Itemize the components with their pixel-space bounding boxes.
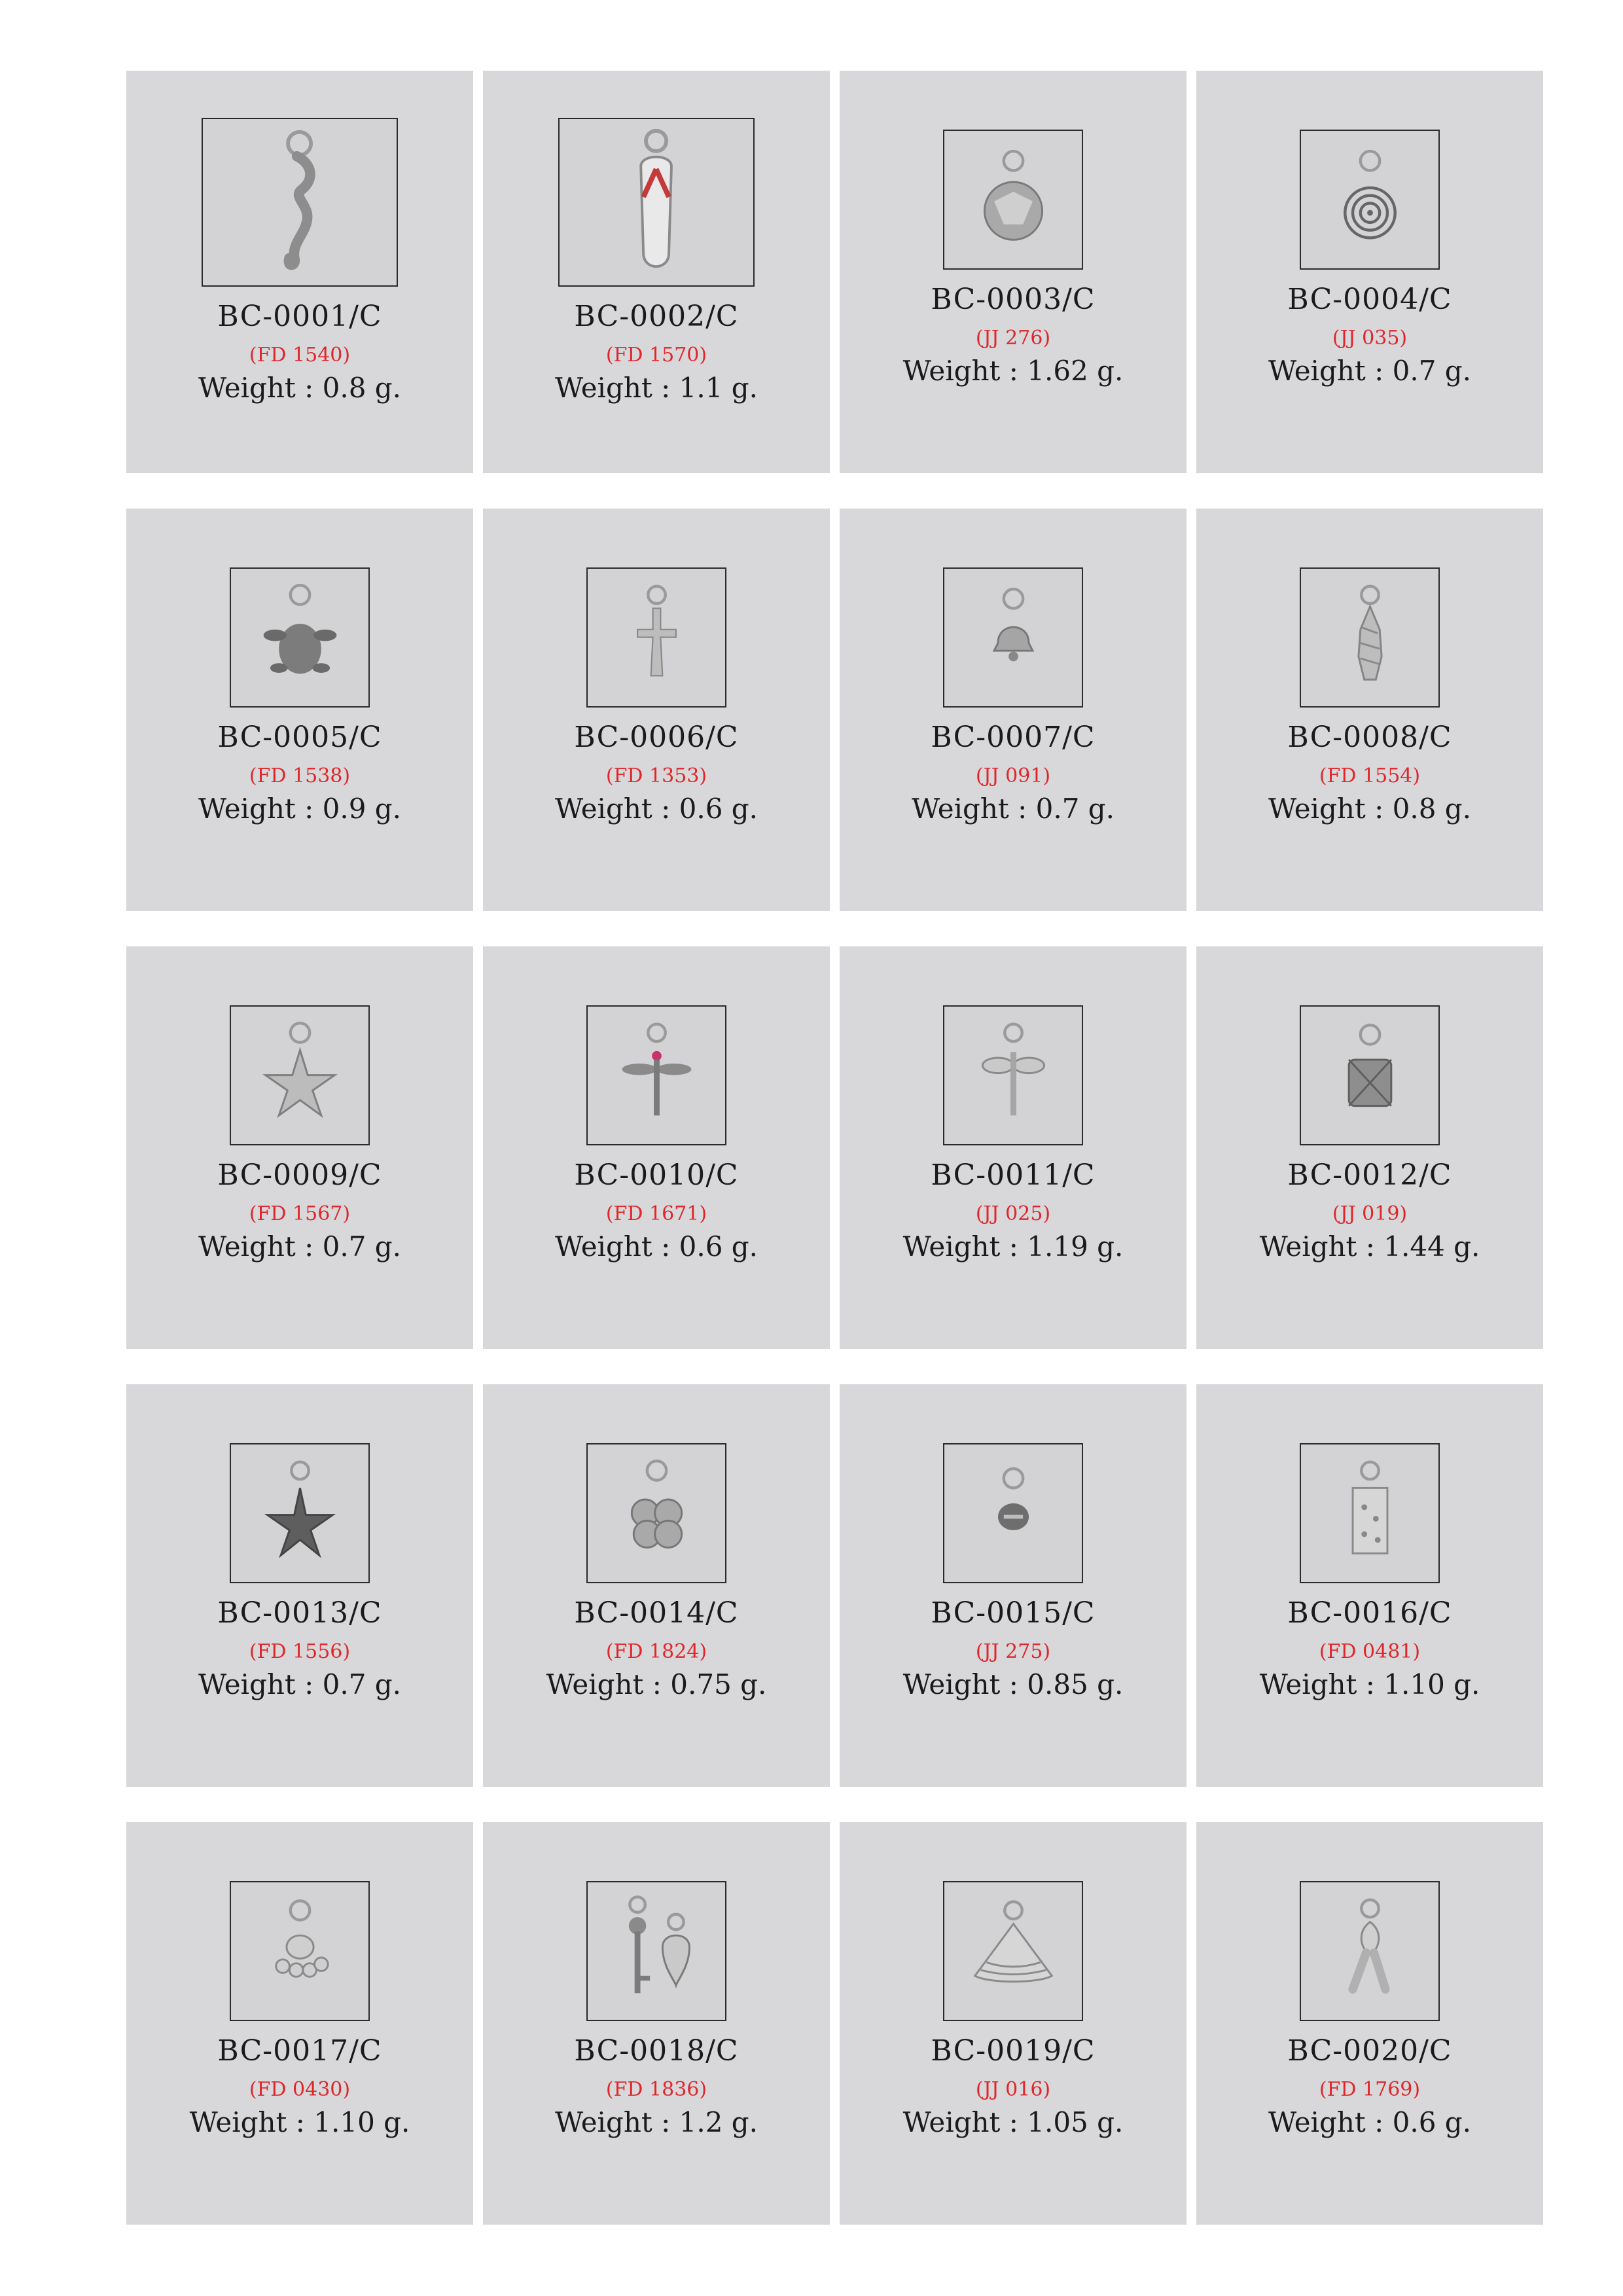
product-code: BC-0002/C <box>574 300 739 333</box>
product-ref: (FD 1538) <box>249 764 351 787</box>
product-ref: (FD 0481) <box>1319 1640 1421 1663</box>
cube-charm-icon <box>1322 1012 1418 1138</box>
product-code: BC-0011/C <box>931 1158 1096 1192</box>
product-ref: (FD 1567) <box>249 1202 351 1225</box>
bell-charm-icon <box>965 1450 1061 1576</box>
product-image <box>943 1881 1083 2021</box>
product-image <box>1300 130 1440 270</box>
product-ref: (FD 1836) <box>605 2078 707 2101</box>
turtle-charm-icon <box>252 574 348 700</box>
product-card <box>1196 71 1543 473</box>
product-image <box>230 1005 370 1145</box>
product-image <box>230 567 370 708</box>
fan-shell-charm-icon <box>965 1888 1061 2014</box>
product-ref: (FD 1556) <box>249 1640 351 1663</box>
star-charm-icon <box>252 1012 348 1138</box>
product-code: BC-0007/C <box>931 721 1096 754</box>
product-weight: Weight : 1.10 g. <box>1259 1668 1480 1700</box>
product-weight: Weight : 1.62 g. <box>902 355 1124 387</box>
product-code: BC-0008/C <box>1287 721 1452 754</box>
product-card <box>1196 1822 1543 2225</box>
product-card <box>1196 1384 1543 1787</box>
product-weight: Weight : 1.2 g. <box>554 2106 758 2138</box>
product-card <box>1196 946 1543 1349</box>
product-image <box>586 1881 726 2021</box>
product-ref: (FD 1769) <box>1319 2078 1421 2101</box>
product-image <box>202 118 398 287</box>
product-weight: Weight : 0.7 g. <box>1268 355 1472 387</box>
product-weight: Weight : 1.19 g. <box>902 1230 1124 1263</box>
cross-charm-icon <box>609 574 705 700</box>
product-code: BC-0015/C <box>931 1596 1096 1630</box>
product-card <box>483 71 830 473</box>
product-code: BC-0020/C <box>1287 2034 1452 2068</box>
product-ref: (FD 1353) <box>605 764 707 787</box>
product-image <box>943 567 1083 708</box>
product-code: BC-0014/C <box>574 1596 739 1630</box>
product-ref: (JJ 016) <box>975 2078 1051 2101</box>
product-card <box>840 71 1186 473</box>
product-weight: Weight : 1.1 g. <box>554 372 758 404</box>
product-image <box>1300 567 1440 708</box>
product-weight: Weight : 0.85 g. <box>902 1668 1124 1700</box>
product-card <box>483 946 830 1349</box>
product-card <box>1196 509 1543 911</box>
seahorse-charm-icon <box>232 126 367 279</box>
product-code: BC-0012/C <box>1287 1158 1452 1192</box>
product-card <box>483 1384 830 1787</box>
product-weight: Weight : 0.9 g. <box>198 793 402 825</box>
product-ref: (JJ 035) <box>1332 327 1408 350</box>
product-ref: (FD 1824) <box>605 1640 707 1663</box>
product-ref: (FD 1554) <box>1319 764 1421 787</box>
product-card <box>126 71 473 473</box>
spiral-charm-icon <box>1322 136 1418 262</box>
product-code: BC-0018/C <box>574 2034 739 2068</box>
key-and-lock-charm-icon <box>609 1888 705 2014</box>
product-code: BC-0001/C <box>217 300 382 333</box>
product-weight: Weight : 0.8 g. <box>198 372 402 404</box>
product-weight: Weight : 1.10 g. <box>189 2106 410 2138</box>
product-code: BC-0019/C <box>931 2034 1096 2068</box>
product-code: BC-0006/C <box>574 721 739 754</box>
product-ref: (FD 1540) <box>249 344 351 367</box>
product-card <box>126 1822 473 2225</box>
product-image <box>586 1443 726 1583</box>
product-weight: Weight : 0.7 g. <box>911 793 1115 825</box>
clover-charm-icon <box>609 1450 705 1576</box>
flip-flop-charm-icon <box>588 126 724 279</box>
product-code: BC-0005/C <box>217 721 382 754</box>
faceted-ball-charm-icon <box>965 136 1061 262</box>
product-weight: Weight : 0.6 g. <box>1268 2106 1472 2138</box>
product-weight: Weight : 1.05 g. <box>902 2106 1124 2138</box>
product-code: BC-0009/C <box>217 1158 382 1192</box>
product-code: BC-0004/C <box>1287 283 1452 316</box>
product-weight: Weight : 1.44 g. <box>1259 1230 1480 1263</box>
product-card <box>126 946 473 1349</box>
product-ref: (JJ 025) <box>975 1202 1051 1225</box>
product-code: BC-0017/C <box>217 2034 382 2068</box>
product-ref: (JJ 091) <box>975 764 1051 787</box>
product-image <box>586 567 726 708</box>
product-weight: Weight : 0.6 g. <box>554 793 758 825</box>
product-image <box>230 1443 370 1583</box>
bell-charm-icon <box>965 574 1061 700</box>
product-image <box>943 130 1083 270</box>
product-card <box>840 1822 1186 2225</box>
starfish-charm-icon <box>252 1450 348 1576</box>
product-code: BC-0013/C <box>217 1596 382 1630</box>
product-ref: (JJ 275) <box>975 1640 1051 1663</box>
product-card <box>483 1822 830 2225</box>
product-card <box>483 509 830 911</box>
product-card <box>840 509 1186 911</box>
product-card <box>840 946 1186 1349</box>
product-code: BC-0016/C <box>1287 1596 1452 1630</box>
product-image <box>943 1005 1083 1145</box>
product-ref: (FD 1671) <box>605 1202 707 1225</box>
product-weight: Weight : 0.6 g. <box>554 1230 758 1263</box>
product-ref: (JJ 276) <box>975 327 1051 350</box>
product-ref: (FD 0430) <box>249 2078 351 2101</box>
product-weight: Weight : 0.7 g. <box>198 1230 402 1263</box>
product-code: BC-0003/C <box>931 283 1096 316</box>
tag-charm-icon <box>1322 1450 1418 1576</box>
product-image <box>943 1443 1083 1583</box>
product-code: BC-0010/C <box>574 1158 739 1192</box>
product-weight: Weight : 0.8 g. <box>1268 793 1472 825</box>
dragonfly-charm-icon <box>609 1012 705 1138</box>
octopus-charm-icon <box>252 1888 348 2014</box>
product-image <box>1300 1443 1440 1583</box>
dragonfly-charm-icon <box>965 1012 1061 1138</box>
ribbon-charm-icon <box>1322 1888 1418 2014</box>
product-grid <box>126 71 1543 2224</box>
product-card <box>840 1384 1186 1787</box>
product-card <box>126 509 473 911</box>
product-card <box>126 1384 473 1787</box>
product-image <box>230 1881 370 2021</box>
product-ref: (FD 1570) <box>605 344 707 367</box>
product-image <box>586 1005 726 1145</box>
product-image <box>1300 1005 1440 1145</box>
shell-charm-icon <box>1322 574 1418 700</box>
product-ref: (JJ 019) <box>1332 1202 1408 1225</box>
product-image <box>558 118 755 287</box>
product-weight: Weight : 0.75 g. <box>546 1668 767 1700</box>
product-image <box>1300 1881 1440 2021</box>
product-weight: Weight : 0.7 g. <box>198 1668 402 1700</box>
